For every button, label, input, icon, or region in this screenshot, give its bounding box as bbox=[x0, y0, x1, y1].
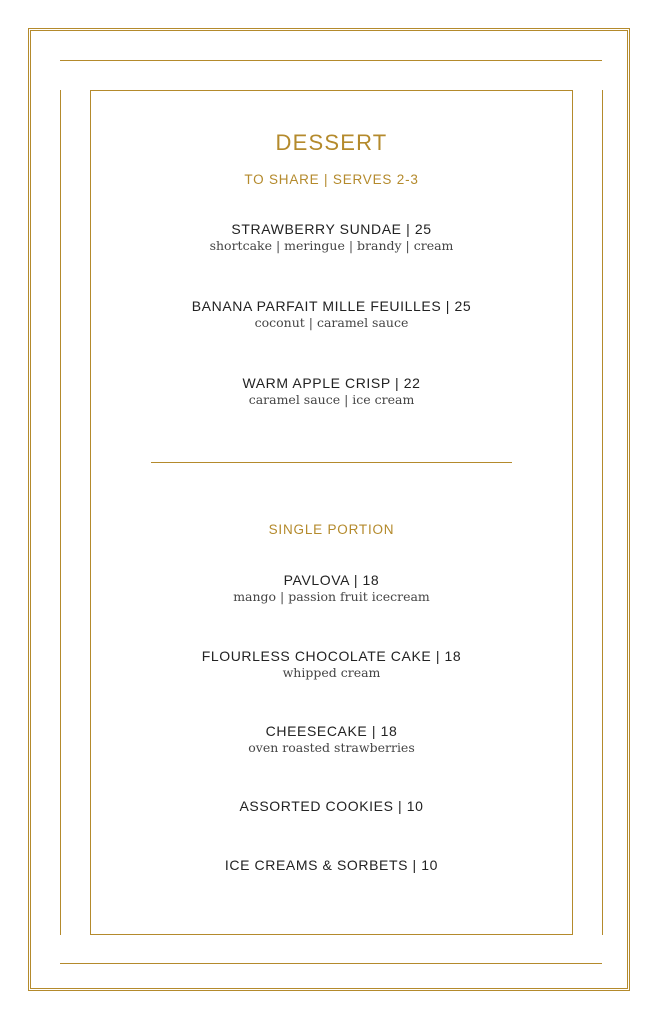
menu-item bbox=[90, 572, 573, 605]
item-description: oven roasted strawberries bbox=[248, 740, 415, 755]
item-name: ICE CREAMS & SORBETS | 10 bbox=[224, 857, 439, 873]
menu-item bbox=[90, 857, 573, 874]
section-label-single-portion: SINGLE PORTION bbox=[268, 522, 395, 537]
item-name: FLOURLESS CHOCOLATE CAKE | 18 bbox=[201, 648, 462, 664]
item-name: ASSORTED COOKIES | 10 bbox=[239, 798, 424, 814]
menu-item bbox=[90, 298, 573, 331]
left-rule bbox=[60, 90, 61, 935]
top-rule bbox=[60, 60, 602, 61]
menu-item bbox=[90, 221, 573, 254]
item-name: WARM APPLE CRISP | 22 bbox=[242, 375, 421, 391]
menu-item bbox=[90, 798, 573, 815]
menu-item bbox=[90, 723, 573, 756]
item-description: shortcake | meringue | brandy | cream bbox=[209, 238, 454, 253]
menu-item bbox=[90, 375, 573, 408]
menu-title: DESSERT bbox=[275, 130, 388, 155]
item-description: caramel sauce | ice cream bbox=[248, 392, 415, 407]
section-label-to-share: TO SHARE | SERVES 2-3 bbox=[244, 172, 419, 187]
menu-item bbox=[90, 648, 573, 681]
item-description: whipped cream bbox=[282, 665, 381, 680]
item-name: PAVLOVA | 18 bbox=[283, 572, 380, 588]
item-name: CHEESECAKE | 18 bbox=[265, 723, 398, 739]
bottom-rule bbox=[60, 963, 602, 964]
item-name: BANANA PARFAIT MILLE FEUILLES | 25 bbox=[191, 298, 472, 314]
item-name: STRAWBERRY SUNDAE | 25 bbox=[231, 221, 432, 237]
item-description: coconut | caramel sauce bbox=[254, 315, 409, 330]
item-description: mango | passion fruit icecream bbox=[233, 589, 430, 604]
section-divider bbox=[151, 462, 512, 463]
right-rule bbox=[602, 90, 603, 935]
